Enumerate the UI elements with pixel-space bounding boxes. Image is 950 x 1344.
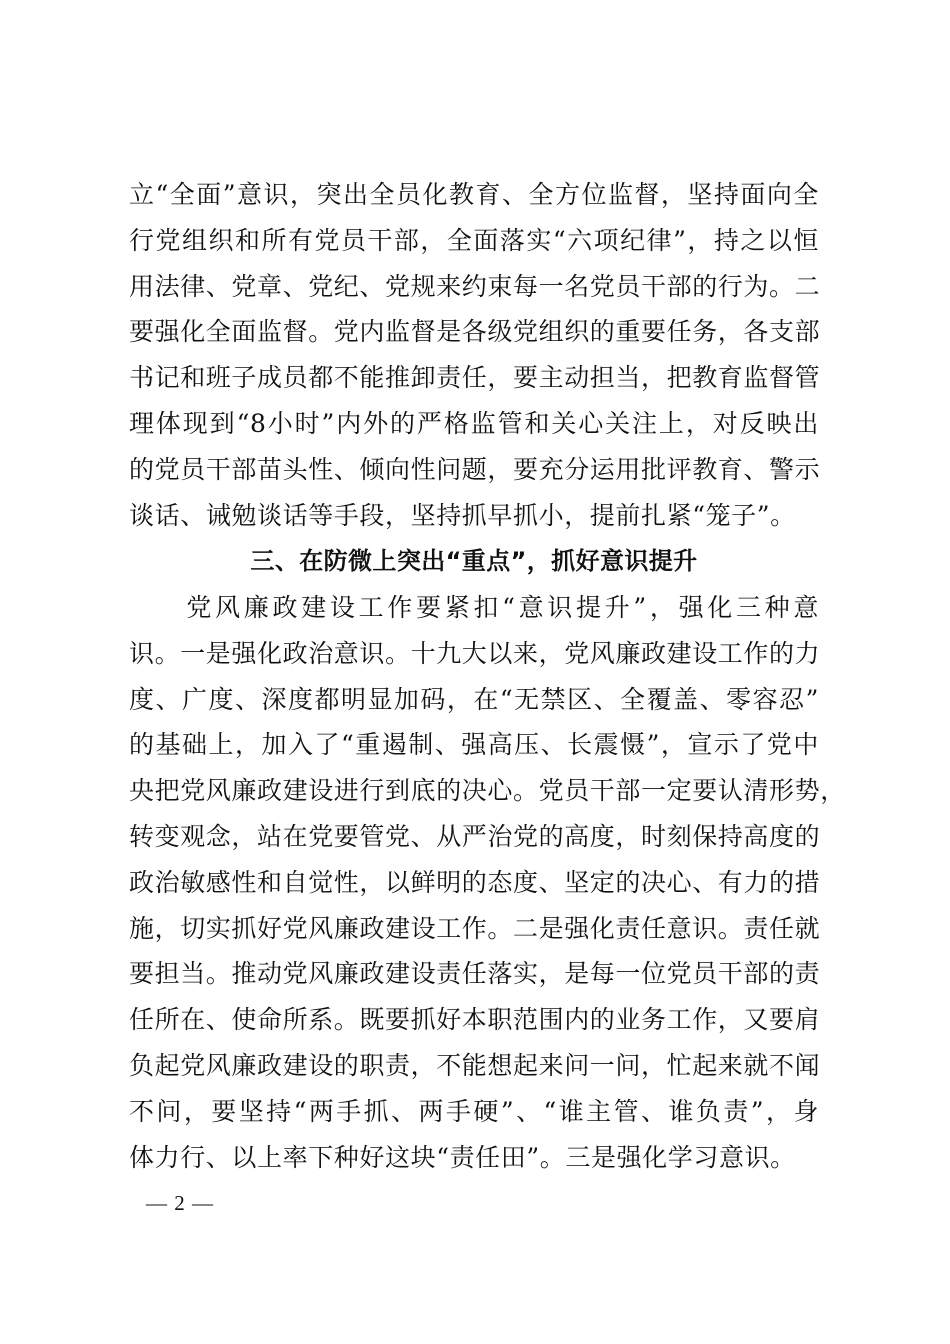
page-number: — 2 — xyxy=(146,1191,214,1215)
paragraph-line: 谈话、诫勉谈话等手段，坚持抓早抓小，提前扎紧“笼子”。 xyxy=(129,500,796,530)
paragraph-line: 体力行、以上率下种好这块“责任田”。三是强化学习意识。 xyxy=(129,1142,796,1172)
paragraph-line: 不问，要坚持“两手抓、两手硬”、“谁主管、谁负责”，身 xyxy=(129,1096,819,1126)
paragraph-line: 任所在、使命所系。既要抓好本职范围内的业务工作，又要肩 xyxy=(129,1005,821,1035)
paragraph-line: 行党组织和所有党员干部，全面落实“六项纪律”，持之以恒 xyxy=(129,225,819,255)
paragraph-line: 央把党风廉政建设进行到底的决心。党员干部一定要认清形势， xyxy=(129,776,846,806)
paragraph-line: 的基础上，加入了“重遏制、强高压、长震慑”，宣示了党中 xyxy=(129,730,819,760)
paragraph-awareness xyxy=(129,585,846,1180)
paragraph-line: 要强化全面监督。党内监督是各级党组织的重要任务，各支部 xyxy=(129,317,821,347)
paragraph-line: 识。一是强化政治意识。十九大以来，党风廉政建设工作的力 xyxy=(129,638,821,668)
paragraph-line: 要担当。推动党风廉政建设责任落实，是每一位党员干部的责 xyxy=(129,959,821,989)
section-heading: 三、在防微上突出“重点”，抓好意识提升 xyxy=(250,547,698,575)
paragraph-line: 转变观念，站在党要管党、从严治党的高度，时刻保持高度的 xyxy=(129,821,821,851)
paragraph-line: 理体现到“8小时”内外的严格监管和关心关注上，对反映出 xyxy=(129,408,819,438)
paragraph-line: 用法律、党章、党纪、党规来约束每一名党员干部的行为。二 xyxy=(129,271,821,301)
paragraph-line: 的党员干部苗头性、倾向性问题，要充分运用批评教育、警示 xyxy=(129,454,821,484)
paragraph-line: 政治敏感性和自觉性，以鲜明的态度、坚定的决心、有力的措 xyxy=(129,867,821,897)
paragraph-line: 书记和班子成员都不能推卸责任，要主动担当，把教育监督管 xyxy=(129,363,821,393)
paragraph-line: 立“全面”意识，突出全员化教育、全方位监督，坚持面向全 xyxy=(129,180,819,209)
paragraph-line: 施，切实抓好党风廉政建设工作。二是强化责任意识。责任就 xyxy=(129,913,821,943)
paragraph-line: 负起党风廉政建设的职责，不能想起来问一问，忙起来就不闻 xyxy=(129,1050,821,1080)
paragraph-supervision xyxy=(129,172,819,538)
paragraph-line: 党风廉政建设工作要紧扣“意识提升”，强化三种意 xyxy=(129,593,819,622)
paragraph-line: 度、广度、深度都明显加码，在“无禁区、全覆盖、零容忍” xyxy=(129,684,819,714)
